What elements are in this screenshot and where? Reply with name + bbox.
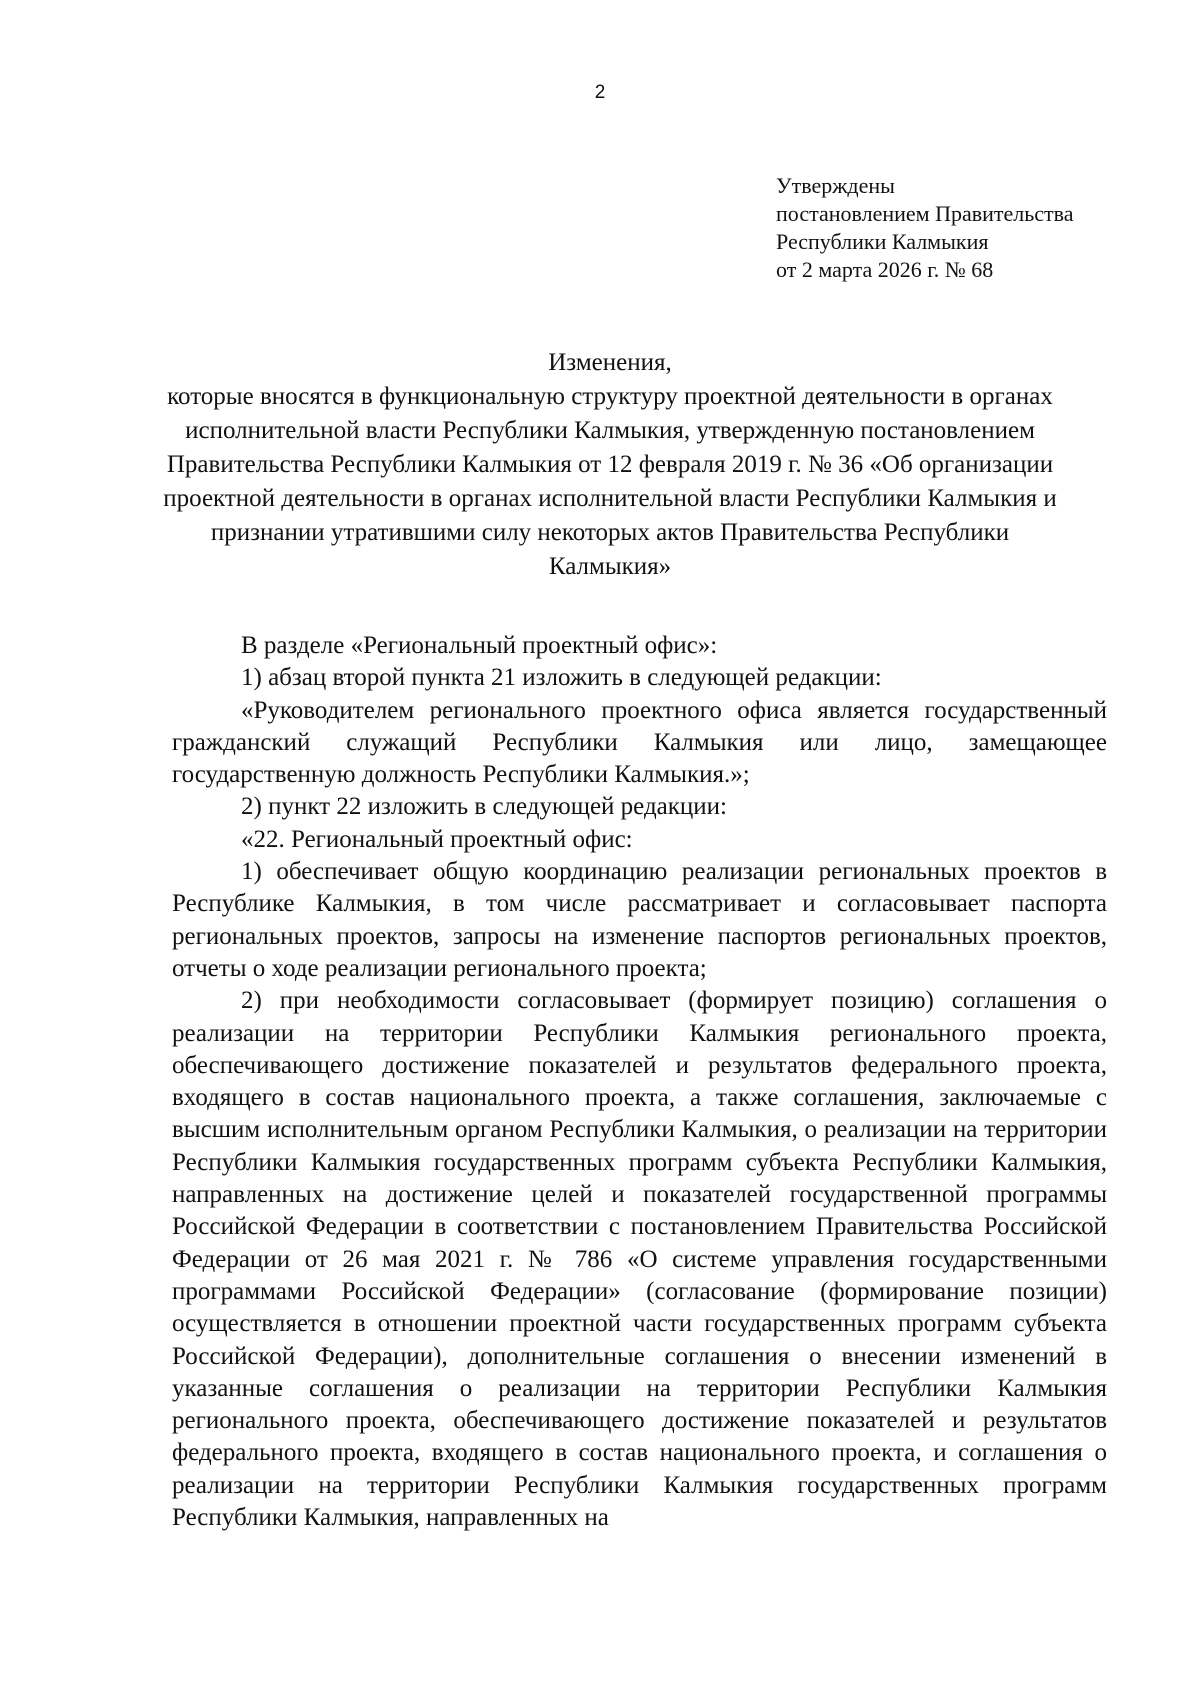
paragraph: «Руководителем регионального проектного офиса является государственный гражданский служащий Республики Калмыкия или лицо, замещающее государственную должность Республики Калмыкия.»; <box>172 696 1107 789</box>
title-subtitle: которые вносятся в функциональную структуру проектной деятельности в органах исполнительной власти Республики Калмыкия, утвержденную постановлением Правительства Республики Калмыкия от 12 февраля 2019 г. № 36 «Об организации проектной деятельности в органах исполнительной власти Республики Калмыкия и признании утратившими силу некоторых актов Правительства Республики Калмыкия» <box>163 383 1057 580</box>
paragraph: «22. Региональный проектный офис: <box>241 825 633 853</box>
approval-line: постановлением Правительства <box>776 201 1074 226</box>
paragraph: 1) абзац второй пункта 21 изложить в следующей редакции: <box>241 664 882 692</box>
paragraph: 2) при необходимости согласовывает (формирует позицию) соглашения о реализации на территории Республики Калмыкия регионального проекта, обеспечивающего достижение показателей и результатов федерального проекта, входящего в состав национального проекта, а также соглашения, заключаемые с высшим исполнительным органом Республики Калмыкия, о реализации на территории Республики Калмыкия государственных программ субъекта Республики Калмыкия, направленных на достижение целей и показателей государственной программы Российской Федерации в соответствии с постановлением Правительства Российской Федерации от 26 мая 2021 г. № 786 «О системе управления государственными программами Российской Федерации» (согласование (формирование позиции) осуществляется в отношении проектной части государственных программ субъекта Российской Федерации), дополнительные соглашения о внесении изменений в указанные соглашения о реализации на территории Республики Калмыкия регионального проекта, обеспечивающего достижение показателей и результатов федерального проекта, входящего в состав национального проекта, и соглашения о реализации на территории Республики Калмыкия государственных программ Республики Калмыкия, направленных на <box>172 987 1107 1532</box>
approval-line: Утверждены <box>776 173 895 198</box>
approval-line: от 2 марта 2026 г. № 68 <box>776 257 994 282</box>
paragraph: 2) пункт 22 изложить в следующей редакции: <box>241 793 727 821</box>
paragraph: В разделе «Региональный проектный офис»: <box>241 632 718 659</box>
page-number: 2 <box>594 82 606 103</box>
approval-line: Республики Калмыкия <box>776 229 989 254</box>
document-title <box>150 346 1070 584</box>
title-heading: Изменения, <box>548 349 672 376</box>
approval-stamp <box>776 172 1176 284</box>
document-body <box>172 630 1107 1534</box>
paragraph: 1) обеспечивает общую координацию реализации региональных проектов в Республике Калмыкия, в том числе рассматривает и согласовывает паспорта региональных проектов, запросы на изменение паспортов региональных проектов, отчеты о ходе реализации регионального проекта; <box>172 858 1107 982</box>
